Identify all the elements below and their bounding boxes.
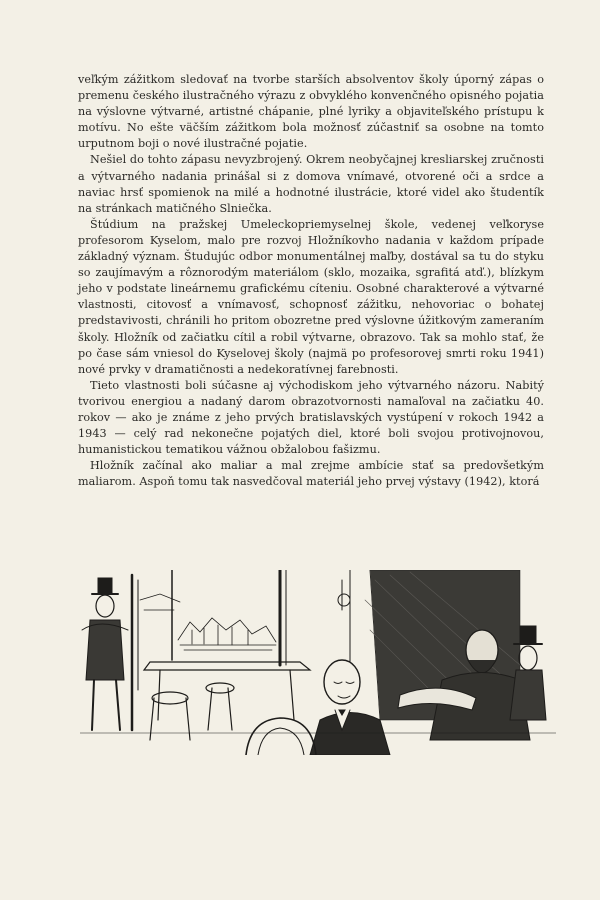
- paragraph-4: Tieto vlastnosti boli súčasne aj východiskom jeho výtvarného názoru. Nabitý tvorivou energiou a nadaný darom obrazotvornosti namaľoval na začiatku 40. rokov — ako je známe z jeho prvých bratislavských vystúpení v rokoch 1942 a 1943 — celý rad nekonečne pojatých diel, ktoré boli svojou protivojnovou, humanistickou tematikou vážnou obžalobou fašizmu.: [78, 378, 544, 457]
- paragraph-3: Štúdium na pražskej Umeleckopriemyselnej škole, vedenej veľkoryse profesorom Kyselom, malo pre rozvoj Hložníkovho nadania v každom prípade základný význam. Študujúc odbor monumentálnej maľby, dostával sa tu do styku so zaujímavým a rôznorodým materiálom (sklo, mozaika, sgrafitá atď.), blízkym jeho v podstate lineárnemu grafickému cíteniu. Osobné charakterové a výtvarné vlastnosti, citovosť a vnímavosť, schopnosť zážitku, nehovoriac o bohatej predstavivosti, chránili ho pritom obozretne pred výslovne úžitkovým zameraním školy. Hložník od začiatku cítil a robil výtvarne, obrazovo. Tak sa mohlo stať, že po čase sám vniesol do Kyselovej školy (najmä po profesorovej smrti roku 1941) nové prvky v dramatičnosti a nedekoratívnej farebnosti.: [78, 217, 544, 376]
- foreground-chair: [246, 718, 316, 755]
- cafe-tables: [144, 662, 310, 740]
- body-text: [78, 72, 544, 490]
- paragraph-2: Nešiel do tohto zápasu nevyzbrojený. Okrem neobyčajnej kresliarskej zručnosti a výtvarného nadania prinášal si z domova vnímavé, otvorené oči a srdce a naviac hrsť spomienok na milé a hodnotné ilustrácie, ktoré videl ako študentík na stránkach matičného Slniečka.: [78, 153, 544, 215]
- paragraph-5: Hložník začínal ako maliar a mal zrejme ambície stať sa predovšetkým maliarom. Aspoň tomu tak nasvedčoval materiál jeho prvej výstavy (1942), ktorá: [78, 459, 544, 489]
- background-buildings: [140, 594, 276, 650]
- standing-figure-left: [82, 578, 128, 730]
- ink-illustration: [80, 570, 556, 755]
- paragraph-1: veľkým zážitkom sledovať na tvorbe starších absolventov školy úporný zápas o premenu českého ilustračného výrazu z obvyklého konvenčného opisného pojatia na výslovne výtvarné, artistné chápanie, plné lyriky a objaviteľského prístupu k motívu. No ešte väčším zážitkom bola možnosť zúčastniť sa osobne na tomto urputnom boji o nové ilustračné pojatie.: [78, 73, 544, 151]
